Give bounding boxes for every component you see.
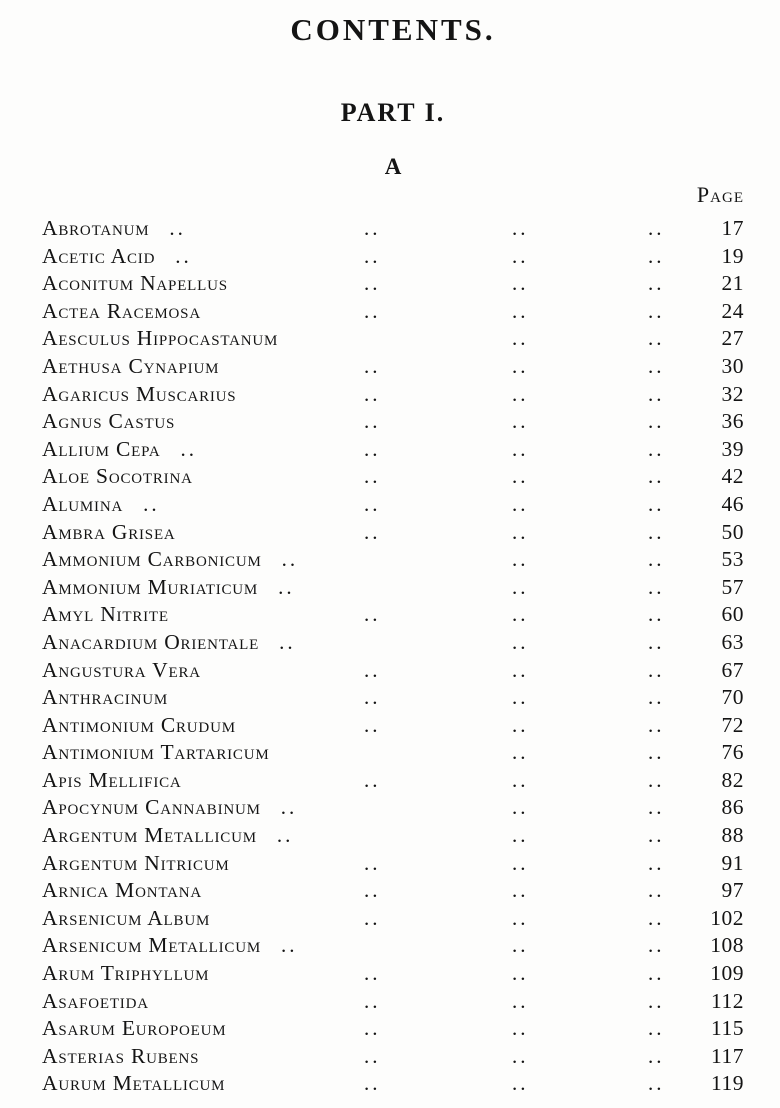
dot-leader: .. [364, 243, 381, 268]
dot-leader: .. [512, 740, 529, 765]
entry-page: 21 [721, 271, 744, 296]
dot-leader: .. [648, 988, 665, 1013]
entry-name: Agnus Castus [42, 409, 176, 434]
entry-page: 17 [721, 216, 744, 240]
entry-name: Arsenicum Album [42, 905, 211, 930]
entry-page: 112 [711, 988, 744, 1013]
dot-leader: .. [512, 436, 529, 461]
dot-leader: .. [648, 878, 665, 903]
dot-leader: .. [364, 905, 381, 930]
dot-leader: .. [512, 657, 529, 682]
dot-leader: .. [512, 243, 529, 268]
page-column-label: Page [696, 182, 744, 207]
dot-leader: .. [512, 602, 529, 627]
entry-page: 50 [721, 519, 744, 544]
entry-name: Antimonium Tartaricum [42, 740, 270, 765]
dot-leader: .. [512, 491, 529, 516]
dot-leader: .. [648, 961, 665, 986]
dot-leader: .. [648, 629, 665, 654]
dot-leader: .. [364, 602, 381, 627]
entry-name: Arum Triphyllum [42, 961, 210, 986]
dot-leader: .. [648, 1071, 665, 1096]
entry-page: 42 [721, 464, 744, 489]
part-heading: PART I. [340, 98, 446, 127]
toc-row [42, 1044, 744, 1072]
toc-row [42, 685, 744, 713]
dot-leader: .. [364, 685, 381, 710]
entry-name: Apis Mellifica [42, 767, 182, 792]
dot-leader: .. [512, 1071, 529, 1096]
dot-leader: .. [648, 381, 665, 406]
dot-leader: .. [512, 574, 529, 599]
dot-leader: .. [648, 795, 665, 820]
dot-leader: .. [278, 574, 295, 599]
dot-leader: .. [648, 216, 665, 240]
dot-leader: .. [364, 464, 381, 489]
toc-row [42, 244, 744, 272]
entry-name: Anacardium Orientale [42, 629, 260, 654]
dot-leader: .. [648, 298, 665, 323]
dot-leader: .. [364, 988, 381, 1013]
dot-leader: .. [512, 298, 529, 323]
dot-leader: .. [169, 216, 186, 240]
toc-list [42, 216, 744, 1099]
dot-leader: .. [175, 243, 192, 268]
dot-leader: .. [648, 685, 665, 710]
dot-leader: .. [512, 767, 529, 792]
dot-leader: .. [512, 216, 529, 240]
dot-leader: .. [512, 409, 529, 434]
page-title: CONTENTS. [290, 12, 496, 47]
toc-row [42, 658, 744, 686]
dot-leader: .. [180, 436, 197, 461]
entry-page: 53 [721, 547, 744, 572]
entry-page: 36 [721, 409, 744, 434]
toc-row [42, 382, 744, 410]
dot-leader: .. [648, 740, 665, 765]
toc-row [42, 575, 744, 603]
entry-page: 88 [721, 823, 744, 848]
entry-name: Amyl Nitrite [42, 602, 169, 627]
entry-name: Aesculus Hippocastanum [42, 326, 279, 351]
dot-leader: .. [512, 905, 529, 930]
toc-row [42, 823, 744, 851]
entry-page: 119 [711, 1071, 744, 1096]
entry-page: 117 [711, 1043, 744, 1068]
dot-leader: .. [512, 961, 529, 986]
entry-name: Allium Cepa [42, 436, 161, 461]
dot-leader: .. [364, 436, 381, 461]
entry-name: Antimonium Crudum [42, 712, 236, 737]
entry-name: Aloe Socotrina [42, 464, 193, 489]
toc-row [42, 492, 744, 520]
toc-row [42, 299, 744, 327]
dot-leader: .. [648, 409, 665, 434]
entry-name: Asarum Europoeum [42, 1016, 227, 1041]
dot-leader: .. [364, 712, 381, 737]
dot-leader: .. [512, 850, 529, 875]
dot-leader: .. [364, 767, 381, 792]
dot-leader: .. [512, 353, 529, 378]
toc-row [42, 409, 744, 437]
dot-leader: .. [280, 795, 298, 820]
dot-leader: .. [648, 933, 665, 958]
dot-leader: .. [648, 464, 665, 489]
toc-row [42, 354, 744, 382]
toc-row [42, 795, 744, 823]
entry-page: 82 [721, 767, 744, 792]
entry-name: Arnica Montana [42, 878, 203, 903]
toc-row [42, 437, 744, 465]
entry-page: 63 [721, 629, 744, 654]
dot-leader: .. [364, 1016, 381, 1041]
entry-name: Aconitum Napellus [42, 271, 228, 296]
dot-leader: .. [648, 436, 665, 461]
dot-leader: .. [648, 657, 665, 682]
toc-row [42, 271, 744, 299]
entry-page: 86 [721, 795, 744, 820]
dot-leader: .. [648, 767, 665, 792]
entry-name: Angustura Vera [42, 657, 201, 682]
entry-name: Actea Racemosa [42, 298, 201, 323]
entry-page: 109 [710, 961, 744, 986]
entry-name: Argentum Metallicum [42, 823, 257, 848]
entry-name: Acetic Acid [42, 243, 156, 268]
dot-leader: .. [648, 547, 665, 572]
entry-name: Ammonium Carbonicum [42, 547, 262, 572]
dot-leader: .. [648, 271, 665, 296]
entry-page: 30 [721, 353, 744, 378]
dot-leader: .. [512, 795, 529, 820]
dot-leader: .. [648, 519, 665, 544]
dot-leader: .. [648, 491, 665, 516]
dot-leader: .. [648, 1043, 665, 1068]
dot-leader: .. [512, 464, 529, 489]
dot-leader: .. [364, 216, 381, 240]
entry-name: Ammonium Muriaticum [42, 574, 259, 599]
dot-leader: .. [512, 933, 529, 958]
toc-row [42, 961, 744, 989]
toc-row [42, 602, 744, 630]
dot-leader: .. [364, 961, 381, 986]
entry-page: 32 [721, 381, 744, 406]
toc-row [42, 630, 744, 658]
section-letter: A [384, 154, 402, 179]
entry-name: Alumina [42, 491, 124, 516]
entry-page: 57 [721, 574, 744, 599]
dot-leader: .. [364, 657, 381, 682]
dot-leader: .. [364, 409, 381, 434]
entry-page: 108 [710, 933, 744, 958]
toc-row [42, 520, 744, 548]
dot-leader: .. [281, 547, 299, 572]
entry-page: 19 [721, 243, 744, 268]
entry-name: Aethusa Cynapium [42, 353, 220, 378]
entry-name: Asterias Rubens [42, 1043, 200, 1068]
entry-page: 76 [721, 740, 744, 765]
dot-leader: .. [512, 712, 529, 737]
entry-name: Ambra Grisea [42, 519, 176, 544]
dot-leader: .. [512, 519, 529, 544]
entry-name: Apocynum Cannabinum [42, 795, 261, 820]
entry-name: Anthracinum [42, 685, 168, 710]
entry-page: 72 [721, 712, 744, 737]
entry-page: 24 [721, 298, 744, 323]
dot-leader: .. [512, 988, 529, 1013]
dot-leader: .. [648, 905, 665, 930]
entry-page: 39 [721, 436, 744, 461]
dot-leader: .. [648, 353, 665, 378]
dot-leader: .. [512, 326, 529, 351]
dot-leader: .. [512, 685, 529, 710]
entry-page: 70 [721, 685, 744, 710]
toc-row [42, 713, 744, 741]
toc-row [42, 464, 744, 492]
entry-page: 102 [710, 905, 744, 930]
entry-name: Agaricus Muscarius [42, 381, 237, 406]
dot-leader: .. [512, 629, 529, 654]
entry-name: Arsenicum Metallicum [42, 933, 261, 958]
entry-page: 46 [721, 491, 744, 516]
dot-leader: .. [648, 602, 665, 627]
dot-leader: .. [364, 381, 381, 406]
entry-name: Argentum Nitricum [42, 850, 230, 875]
dot-leader: .. [648, 850, 665, 875]
entry-name: Abrotanum [42, 216, 150, 240]
entry-name: Aurum Metallicum [42, 1071, 226, 1096]
toc-row [42, 933, 744, 961]
dot-leader: .. [512, 823, 529, 848]
toc-row [42, 326, 744, 354]
dot-leader: .. [364, 271, 381, 296]
dot-leader: .. [364, 1071, 381, 1096]
dot-leader: .. [143, 491, 160, 516]
toc-row [42, 989, 744, 1017]
entry-page: 97 [721, 878, 744, 903]
entry-page: 67 [721, 657, 744, 682]
toc-row [42, 1016, 744, 1044]
entry-name: Asafoetida [42, 988, 149, 1013]
dot-leader: .. [364, 298, 381, 323]
dot-leader: .. [512, 1043, 529, 1068]
entry-page: 60 [721, 602, 744, 627]
toc-row [42, 851, 744, 879]
entry-page: 115 [711, 1016, 744, 1041]
dot-leader: .. [364, 878, 381, 903]
dot-leader: .. [648, 243, 665, 268]
dot-leader: .. [648, 1016, 665, 1041]
toc-row [42, 740, 744, 768]
dot-leader: .. [512, 1016, 529, 1041]
toc-row [42, 216, 744, 244]
dot-leader: .. [364, 1043, 381, 1068]
dot-leader: .. [364, 491, 381, 516]
toc-row [42, 547, 744, 575]
dot-leader: .. [648, 326, 665, 351]
toc-row [42, 878, 744, 906]
dot-leader: .. [279, 629, 296, 654]
dot-leader: .. [512, 547, 529, 572]
dot-leader: .. [280, 933, 298, 958]
toc-row [42, 768, 744, 796]
entry-page: 27 [721, 326, 744, 351]
dot-leader: .. [276, 823, 294, 848]
toc-row [42, 1071, 744, 1099]
dot-leader: .. [648, 574, 665, 599]
dot-leader: .. [364, 353, 381, 378]
dot-leader: .. [364, 850, 381, 875]
dot-leader: .. [512, 878, 529, 903]
toc-row [42, 906, 744, 934]
dot-leader: .. [512, 271, 529, 296]
dot-leader: .. [512, 381, 529, 406]
dot-leader: .. [648, 712, 665, 737]
entry-page: 91 [721, 850, 744, 875]
dot-leader: .. [648, 823, 665, 848]
dot-leader: .. [364, 519, 381, 544]
